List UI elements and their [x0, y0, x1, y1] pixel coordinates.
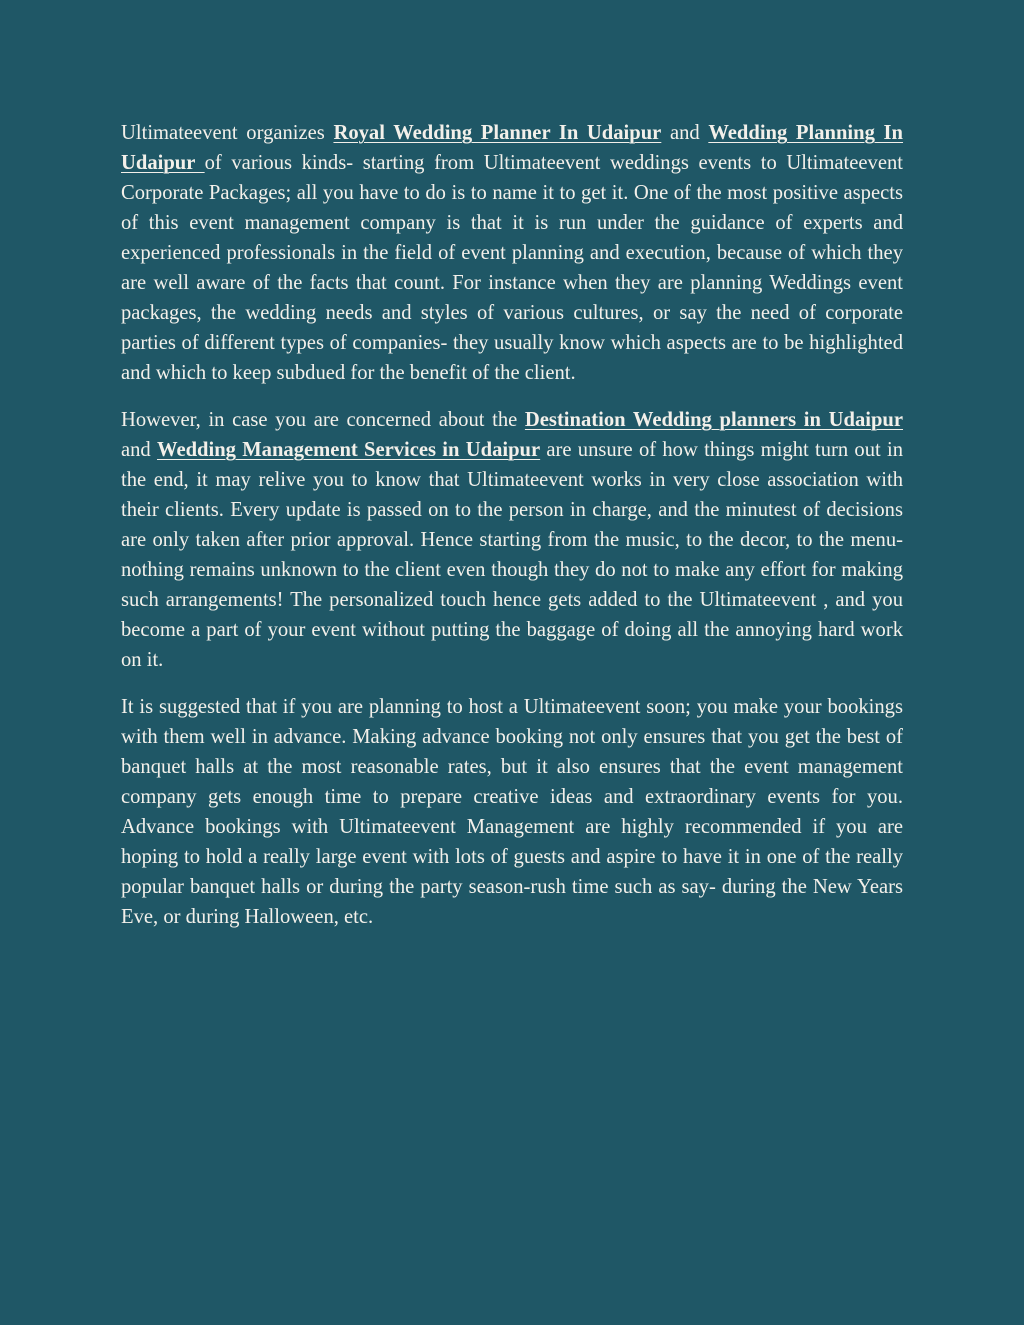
paragraph-2-text-end: are unsure of how things might turn out in the end, it may relive you to know that Ultimateevent works in very close association with their clients. Every update is passed on to the person in charge, and the minutest of decisions are only taken after prior approval. Hence starting from the music, to the decor, to the menu- nothing remains unknown to the client even though they do not to make any effort for making such arrangements! The personalized touch hence gets added to the Ultimateevent , and you become a part of your event without putting the baggage of doing all the annoying hard work on it.: [121, 439, 903, 671]
wedding-management-services-link[interactable]: Wedding Management Services in Udaipur: [157, 439, 541, 461]
paragraph-2-text-start: However, in case you are concerned about the: [121, 409, 525, 431]
paragraph-1-text-start: Ultimateevent organizes: [121, 122, 334, 144]
wedding-planning-link[interactable]: Wedding Planning In Udaipur: [121, 122, 904, 174]
paragraph-2-conjunction: and: [121, 439, 157, 461]
paragraph-1-text-end: of various kinds- starting from Ultimateevent weddings events to Ultimateevent Corporate Packages; all you have to do is to name it to get it. One of the most positive aspects of this event management company is that it is run under the guidance of experts and experienced professionals in the field of event planning and execution, because of which they are well aware of the facts that count. For instance when they are planning Weddings event packages, the wedding needs and styles of various cultures, or say the need of corporate parties of different types of companies- they usually know which aspects are to be highlighted and which to keep subdued for the benefit of the client.: [121, 152, 903, 384]
paragraph-3: It is suggested that if you are planning to host a Ultimateevent soon; you make your bookings with them well in advance. Making advance booking not only ensures that you get the best of banquet halls at the most reasonable rates, but it also ensures that the event management company gets enough time to prepare creative ideas and extraordinary events for you. Advance bookings with Ultimateevent Management are highly recommended if you are hoping to hold a really large event with lots of guests and aspire to have it in one of the really popular banquet halls or during the party season-rush time such as say- during the New Years Eve, or during Halloween, etc.: [121, 696, 903, 928]
paragraph-2: [121, 405, 903, 675]
paragraph-1-conjunction: and: [661, 122, 709, 144]
destination-wedding-planners-link[interactable]: Destination Wedding planners in Udaipur: [524, 409, 904, 431]
paragraph-1: [121, 118, 903, 388]
royal-wedding-planner-link[interactable]: Royal Wedding Planner In Udaipur: [333, 122, 662, 144]
document-body: [121, 118, 903, 949]
